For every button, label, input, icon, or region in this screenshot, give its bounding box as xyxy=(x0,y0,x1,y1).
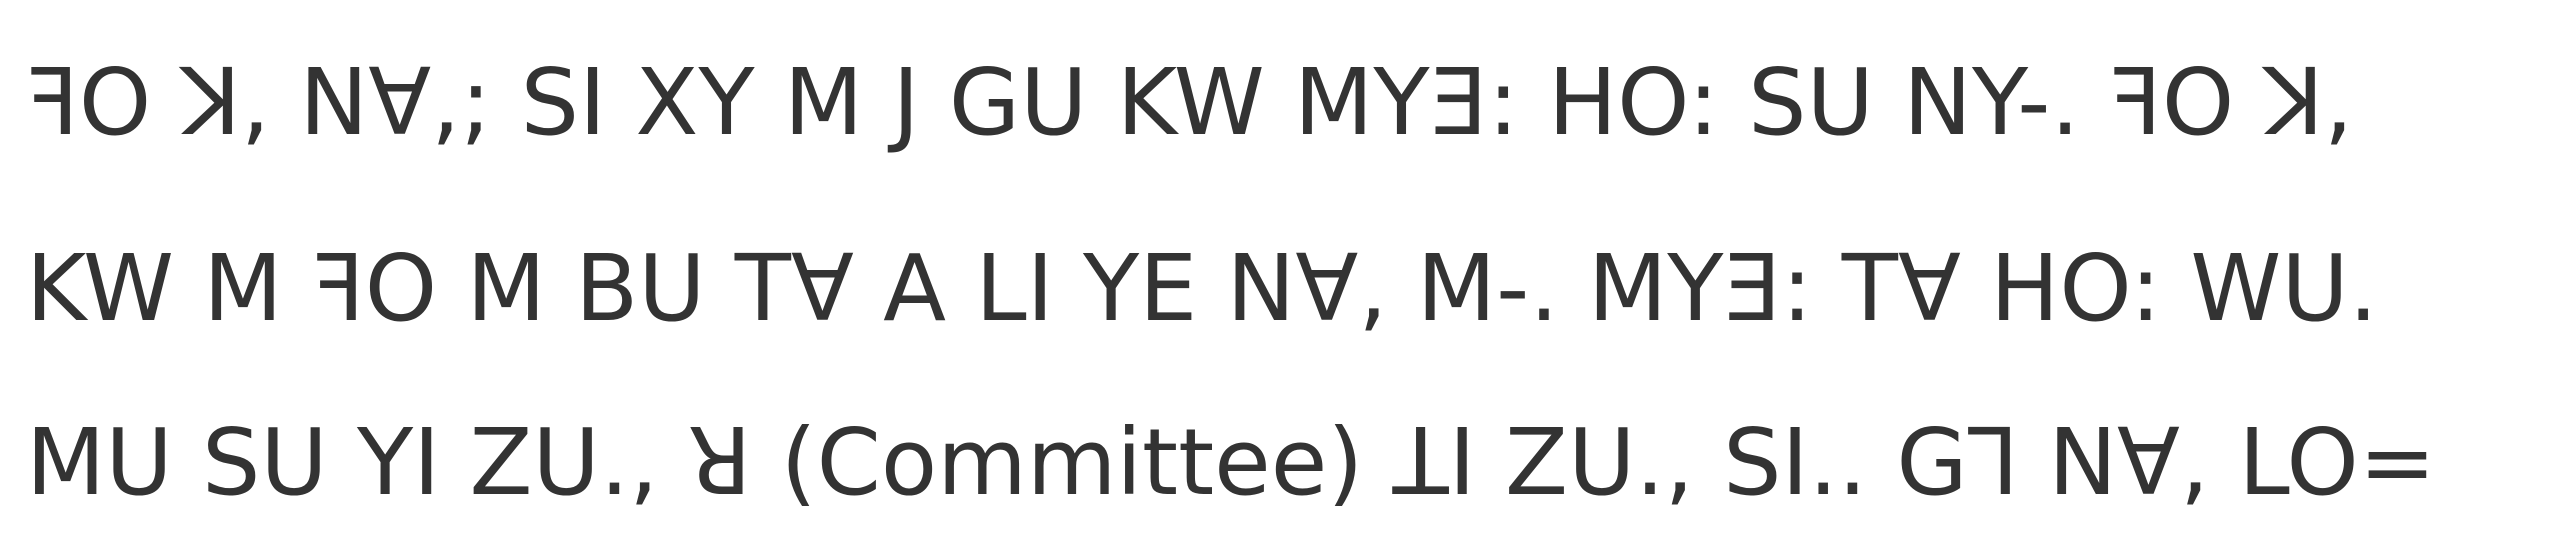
text-line-1: ꟻO ꓘ, Nꓯ,; SI XY M J GU KW MYƎ: HO: SU NY-. ꟻO ꓘ, xyxy=(26,49,2354,156)
text-line-3: MU SU YI ZU., ꓤ (Committee) ꓕI ZU., SI.. Gꓶ Nꓯ, LO= xyxy=(26,409,2436,516)
text-line-2: KW M ꟻO M BU Tꓯ A LI YE Nꓯ, M-. MYƎ: Tꓯ HO: WU. xyxy=(26,235,2378,342)
